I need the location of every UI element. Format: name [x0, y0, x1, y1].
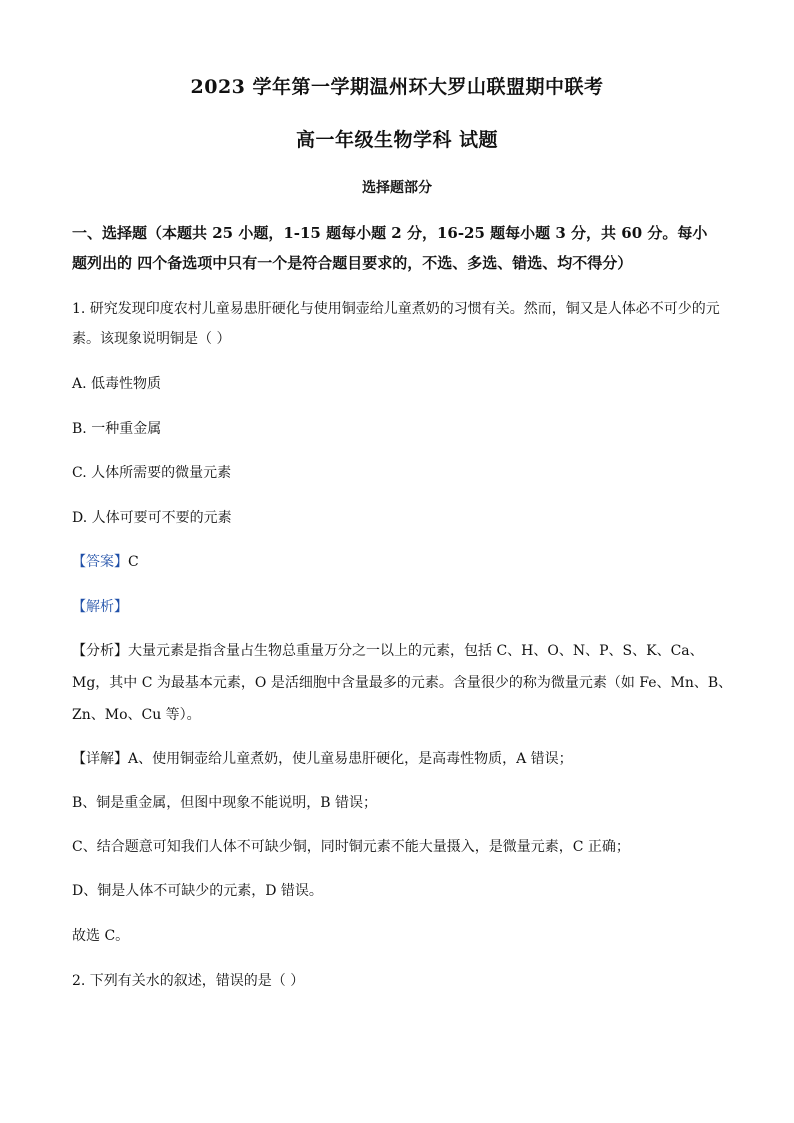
detail-line-4: D、铜是人体不可缺少的元素，D 错误。 — [72, 883, 323, 899]
analysis-label: 【解析】 — [72, 599, 128, 615]
analysis-fenxi-line-2: Mg，其中 C 为最基本元素，O 是活细胞中含量最多的元素。含量很少的称为微量元素（如 Fe、Mn、B、 — [72, 675, 733, 691]
option-a: A. 低毒性物质 — [72, 376, 162, 392]
exam-subtitle: 高一年级生物学科 试题 — [295, 129, 499, 151]
instructions-line-1: 一、选择题（本题共 25 小题，1-15 题每小题 2 分，16-25 题每小题 3 分，共 60 分。每小 — [72, 224, 708, 242]
conclusion-line: 故选 C。 — [72, 928, 130, 944]
detail-line-1: 【详解】A、使用铜壶给儿童煮奶，使儿童易患肝硬化，是高毒性物质，A 错误； — [72, 751, 573, 767]
detail-line-3: C、结合题意可知我们人体不可缺少铜，同时铜元素不能大量摄入，是微量元素，C 正确； — [72, 839, 630, 855]
question-1-stem-line-2: 素。该现象说明铜是（ ） — [72, 331, 231, 347]
analysis-fenxi-line-3: Zn、Mo、Cu 等）。 — [72, 707, 201, 723]
answer-label: 【答案】 — [72, 554, 128, 570]
option-d: D. 人体可要可不要的元素 — [72, 510, 232, 526]
section-heading: 选择题部分 — [362, 180, 432, 196]
question-2-stem: 2. 下列有关水的叙述，错误的是（ ） — [72, 973, 305, 989]
answer-value: C — [128, 554, 139, 570]
detail-line-2: B、铜是重金属，但图中现象不能说明，B 错误； — [72, 795, 378, 811]
instructions-line-2: 题列出的 四个备选项中只有一个是符合题目要求的，不选、多选、错选、均不得分） — [72, 254, 633, 272]
analysis-fenxi-line-1: 【分析】大量元素是指含量占生物总重量万分之一以上的元素，包括 C、H、O、N、P、S、K、Ca、 — [72, 643, 704, 659]
answer-line — [72, 551, 722, 571]
question-1-stem-line-1: 1. 研究发现印度农村儿童易患肝硬化与使用铜壶给儿童煮奶的习惯有关。然而，铜又是人体必不可少的元 — [72, 301, 720, 317]
option-b: B. 一种重金属 — [72, 421, 162, 437]
exam-title: 2023 学年第一学期温州环大罗山联盟期中联考 — [190, 76, 604, 98]
option-c: C. 人体所需要的微量元素 — [72, 465, 232, 481]
